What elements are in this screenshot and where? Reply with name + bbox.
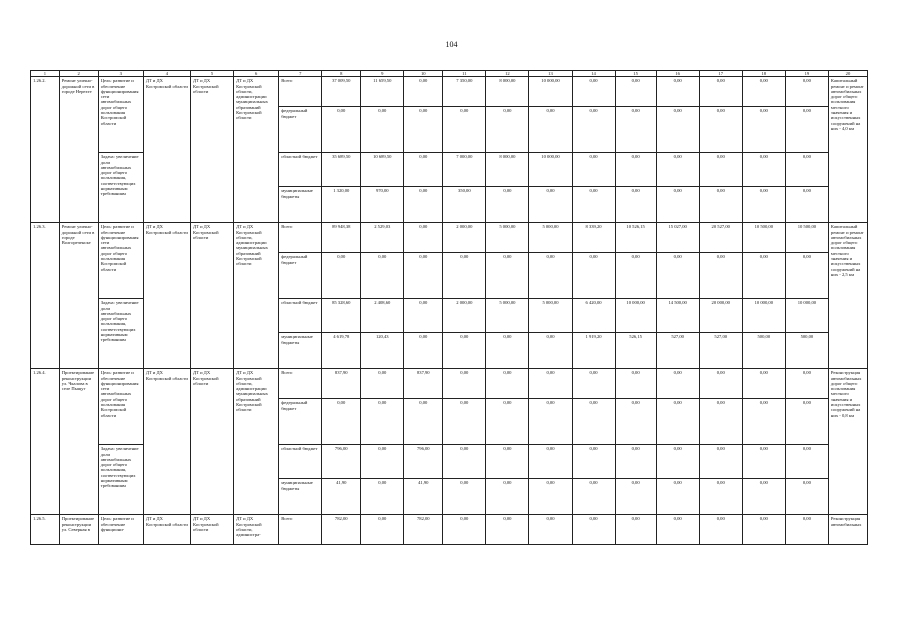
- funding-value: 0,00: [785, 479, 828, 515]
- funding-value: 0,00: [572, 445, 615, 479]
- funding-value: 0,00: [699, 253, 742, 299]
- funding-source: областной бюджет: [279, 299, 322, 333]
- funding-value: 527,00: [656, 333, 699, 369]
- funding-value: 0,00: [486, 333, 529, 369]
- expected-result: Реконструкция автомобильных: [828, 515, 867, 545]
- funding-value: 10 500,00: [785, 223, 828, 253]
- funding-value: 0,00: [322, 253, 361, 299]
- column-number: 14: [572, 71, 615, 77]
- item-number: 1.26.4.: [31, 369, 60, 515]
- funding-value: 0,00: [529, 253, 572, 299]
- funding-source: федеральный бюджет: [279, 107, 322, 153]
- funding-value: 0,00: [572, 479, 615, 515]
- funding-value: 0,00: [785, 399, 828, 445]
- funding-value: 500,00: [785, 333, 828, 369]
- column-number: 13: [529, 71, 572, 77]
- column-number: 12: [486, 71, 529, 77]
- funding-row: [31, 515, 868, 545]
- funding-value: 0,00: [572, 253, 615, 299]
- funding-value: 350,00: [443, 187, 486, 223]
- co-executor: ДТ и ДХ Костромской области: [190, 223, 233, 369]
- item-goal: Цель: развитие и обеспечение функционирования сети автомобильных дорог общего пользования Костромской области: [98, 77, 143, 153]
- responsible-executor: ДТ и ДХ Костромской области: [143, 369, 190, 515]
- funding-value: 0,00: [443, 515, 486, 545]
- funding-value: 20 000,00: [699, 299, 742, 333]
- funding-source: областной бюджет: [279, 153, 322, 187]
- funding-value: 8 000,00: [486, 77, 529, 107]
- funding-source: муниципальные бюджеты: [279, 333, 322, 369]
- funding-value: 10 000,00: [742, 299, 785, 333]
- funding-value: 2 408,60: [361, 299, 404, 333]
- funding-value: 5 000,00: [529, 299, 572, 333]
- funding-value: 0,00: [404, 333, 443, 369]
- item-task: Задача: увеличение доли автомобильных дорог общего пользования, соответствующих нормативным требованиям: [98, 445, 143, 515]
- funding-value: 0,00: [699, 399, 742, 445]
- funding-value: 0,00: [572, 515, 615, 545]
- funding-source: федеральный бюджет: [279, 399, 322, 445]
- funding-value: 20 527,00: [699, 223, 742, 253]
- funding-value: 0,00: [615, 399, 656, 445]
- funds-recipient: ДТ и ДХ Костромской области, администрации муниципальных образований Костромской области: [234, 77, 279, 223]
- funding-value: 0,00: [699, 153, 742, 187]
- funding-value: 0,00: [742, 369, 785, 399]
- funding-value: 0,00: [785, 445, 828, 479]
- funding-value: 0,00: [361, 253, 404, 299]
- item-goal: Цель: развитие и обеспечение функциони-: [98, 515, 143, 545]
- item-name: Проектирование реконструкции ул. Чкалова в селе Пыщуг: [59, 369, 98, 515]
- funding-value: 0,00: [361, 399, 404, 445]
- funding-value: 0,00: [615, 445, 656, 479]
- funding-value: 0,00: [529, 369, 572, 399]
- funding-source: муниципальные бюджеты: [279, 187, 322, 223]
- funding-row: [31, 369, 868, 399]
- column-number: 18: [742, 71, 785, 77]
- funding-value: 0,00: [656, 153, 699, 187]
- funding-value: 8 339,20: [572, 223, 615, 253]
- funding-value: 0,00: [656, 445, 699, 479]
- funding-value: 0,00: [785, 77, 828, 107]
- column-number: 3: [98, 71, 143, 77]
- funding-value: 0,00: [529, 479, 572, 515]
- funding-value: 0,00: [572, 77, 615, 107]
- funding-value: 970,00: [361, 187, 404, 223]
- funding-value: 0,00: [656, 187, 699, 223]
- funding-value: 0,00: [443, 333, 486, 369]
- funding-value: 0,00: [699, 77, 742, 107]
- funding-value: 0,00: [572, 187, 615, 223]
- column-number: 7: [279, 71, 322, 77]
- funding-value: 0,00: [361, 107, 404, 153]
- funding-value: 0,00: [742, 77, 785, 107]
- funding-value: 0,00: [656, 107, 699, 153]
- funding-value: 0,00: [742, 187, 785, 223]
- funding-value: 10 000,00: [529, 77, 572, 107]
- funding-value: 10 000,00: [615, 299, 656, 333]
- funding-value: 0,00: [404, 153, 443, 187]
- funding-value: 796,00: [404, 445, 443, 479]
- funding-value: 0,00: [615, 187, 656, 223]
- funding-value: 0,00: [361, 479, 404, 515]
- funding-value: 14 500,00: [656, 299, 699, 333]
- funding-value: 0,00: [615, 107, 656, 153]
- funding-source: областной бюджет: [279, 445, 322, 479]
- funding-value: 0,00: [656, 515, 699, 545]
- funding-value: 10 500,00: [742, 223, 785, 253]
- column-number: 9: [361, 71, 404, 77]
- funding-value: 5 000,00: [529, 223, 572, 253]
- funding-value: 35 689,50: [322, 153, 361, 187]
- funding-value: 85 328,60: [322, 299, 361, 333]
- funding-value: 0,00: [443, 445, 486, 479]
- co-executor: ДТ и ДХ Костромской области: [190, 369, 233, 515]
- funding-value: 0,00: [785, 107, 828, 153]
- funding-value: 0,00: [572, 399, 615, 445]
- funding-value: 8 000,00: [486, 153, 529, 187]
- funding-source: федеральный бюджет: [279, 253, 322, 299]
- funding-value: 0,00: [699, 107, 742, 153]
- funds-recipient: ДТ и ДХ Костромской области, администрации муниципальных образований Костромской области: [234, 223, 279, 369]
- funding-value: 0,00: [572, 153, 615, 187]
- item-name: Ремонт улично-дорожной сети в городе Волгореченске: [59, 223, 98, 369]
- funding-value: 0,00: [486, 369, 529, 399]
- funding-value: 0,00: [785, 187, 828, 223]
- funding-source: муниципальные бюджеты: [279, 479, 322, 515]
- column-number: 8: [322, 71, 361, 77]
- funding-value: 526,15: [615, 333, 656, 369]
- funding-value: 0,00: [742, 479, 785, 515]
- item-goal: Цель: развитие и обеспечение функционирования сети автомобильных дорог общего пользования Костромской области: [98, 223, 143, 299]
- funding-value: 0,00: [699, 187, 742, 223]
- funding-value: 41,90: [404, 479, 443, 515]
- funding-value: 0,00: [486, 253, 529, 299]
- item-number: 1.26.2.: [31, 77, 60, 223]
- funding-value: 0,00: [486, 187, 529, 223]
- funding-value: 1 320,00: [322, 187, 361, 223]
- funding-value: 7 000,00: [443, 153, 486, 187]
- funding-value: 0,00: [699, 479, 742, 515]
- funding-value: 0,00: [656, 369, 699, 399]
- funding-value: 527,00: [699, 333, 742, 369]
- funding-value: 0,00: [572, 107, 615, 153]
- column-number: 19: [785, 71, 828, 77]
- funding-value: 0,00: [742, 107, 785, 153]
- funding-value: 5 000,00: [486, 223, 529, 253]
- funding-value: 0,00: [615, 369, 656, 399]
- responsible-executor: ДТ и ДХ Костромской области: [143, 515, 190, 545]
- funding-value: 2 000,00: [443, 223, 486, 253]
- funding-value: 10 526,15: [615, 223, 656, 253]
- funding-value: 796,00: [322, 445, 361, 479]
- funding-value: 837,90: [404, 369, 443, 399]
- funding-value: 11 659,50: [361, 77, 404, 107]
- funding-value: 5 000,00: [486, 299, 529, 333]
- column-number: 17: [699, 71, 742, 77]
- funding-value: 0,00: [443, 479, 486, 515]
- funding-value: 120,43: [361, 333, 404, 369]
- column-number: 16: [656, 71, 699, 77]
- funding-value: 782,00: [404, 515, 443, 545]
- funding-value: 0,00: [742, 399, 785, 445]
- funding-value: 1 919,20: [572, 333, 615, 369]
- page-number: 104: [445, 40, 458, 49]
- funding-value: 0,00: [529, 399, 572, 445]
- funding-value: 0,00: [404, 223, 443, 253]
- funding-value: 0,00: [529, 107, 572, 153]
- funding-value: 500,00: [742, 333, 785, 369]
- funding-value: 0,00: [529, 333, 572, 369]
- funding-value: 782,00: [322, 515, 361, 545]
- funding-value: 0,00: [785, 153, 828, 187]
- funding-value: 0,00: [486, 515, 529, 545]
- funding-value: 41,90: [322, 479, 361, 515]
- column-number: 20: [828, 71, 867, 77]
- funding-value: 0,00: [486, 399, 529, 445]
- funding-value: 0,00: [404, 299, 443, 333]
- expected-result: Реконструкция автомобильных дорог общего пользования местного значения и искусственных сооружений на них - 0,8 км: [828, 369, 867, 515]
- funding-value: 0,00: [699, 515, 742, 545]
- funding-value: 0,00: [361, 445, 404, 479]
- funding-value: 0,00: [443, 107, 486, 153]
- item-number: 1.26.3.: [31, 223, 60, 369]
- co-executor: ДТ и ДХ Костромской области: [190, 515, 233, 545]
- funding-value: 0,00: [443, 399, 486, 445]
- column-number: 10: [404, 71, 443, 77]
- funding-source: Всего: [279, 515, 322, 545]
- item-name: Ремонт улично-дорожной сети в городе Нерехте: [59, 77, 98, 223]
- funding-value: 10 689,50: [361, 153, 404, 187]
- funding-value: 0,00: [404, 399, 443, 445]
- funding-value: 0,00: [404, 77, 443, 107]
- column-number: 1: [31, 71, 60, 77]
- funding-value: 0,00: [322, 399, 361, 445]
- column-number: 6: [234, 71, 279, 77]
- funding-value: 7 350,00: [443, 77, 486, 107]
- responsible-executor: ДТ и ДХ Костромской области: [143, 223, 190, 369]
- funding-value: 0,00: [615, 77, 656, 107]
- funding-value: 0,00: [656, 399, 699, 445]
- funding-value: 0,00: [785, 253, 828, 299]
- funding-value: 0,00: [572, 369, 615, 399]
- item-task: Задача: увеличение доли автомобильных дорог общего пользования, соответствующих нормативным требованиям: [98, 153, 143, 223]
- funding-value: 0,00: [656, 479, 699, 515]
- funding-value: 0,00: [615, 153, 656, 187]
- funding-value: 0,00: [529, 515, 572, 545]
- funding-value: 0,00: [615, 479, 656, 515]
- funding-value: 0,00: [361, 369, 404, 399]
- funding-value: 0,00: [699, 445, 742, 479]
- funding-source: Всего: [279, 223, 322, 253]
- funding-value: 0,00: [443, 369, 486, 399]
- funding-value: 37 009,50: [322, 77, 361, 107]
- funding-value: 2 000,00: [443, 299, 486, 333]
- funding-value: 0,00: [361, 515, 404, 545]
- item-goal: Цель: развитие и обеспечение функционирования сети автомобильных дорог общего пользования Костромской области: [98, 369, 143, 445]
- funding-value: 10 000,00: [785, 299, 828, 333]
- funding-value: 837,90: [322, 369, 361, 399]
- funding-value: 89 948,38: [322, 223, 361, 253]
- program-table: [30, 70, 868, 545]
- expected-result: Капитальный ремонт и ремонт автомобильных дорог общего пользования местного значения и искусственных сооружений на них - 4,0 км: [828, 77, 867, 223]
- funding-value: 0,00: [742, 253, 785, 299]
- funding-value: 0,00: [785, 515, 828, 545]
- funding-value: 0,00: [486, 479, 529, 515]
- funding-value: 0,00: [742, 153, 785, 187]
- funding-value: 2 529,03: [361, 223, 404, 253]
- funding-source: Всего: [279, 77, 322, 107]
- funding-value: 0,00: [443, 253, 486, 299]
- funding-value: 0,00: [615, 253, 656, 299]
- item-name: Проектирование реконструкции ул. Северная в: [59, 515, 98, 545]
- funding-value: 0,00: [404, 253, 443, 299]
- column-number: 2: [59, 71, 98, 77]
- funding-value: 0,00: [529, 187, 572, 223]
- funding-value: 0,00: [656, 253, 699, 299]
- funds-recipient: ДТ и ДХ Костромской области, администра-: [234, 515, 279, 545]
- funding-value: 0,00: [699, 369, 742, 399]
- funding-value: 15 027,00: [656, 223, 699, 253]
- funding-value: 0,00: [742, 445, 785, 479]
- column-number: 4: [143, 71, 190, 77]
- funding-source: Всего: [279, 369, 322, 399]
- funding-value: 6 420,00: [572, 299, 615, 333]
- funding-row: [31, 77, 868, 107]
- funds-recipient: ДТ и ДХ Костромской области, администрации муниципальных образований Костромской области: [234, 369, 279, 515]
- item-task: Задача: увеличение доли автомобильных дорог общего пользования, соответствующих нормативным требованиям: [98, 299, 143, 369]
- co-executor: ДТ и ДХ Костромской области: [190, 77, 233, 223]
- responsible-executor: ДТ и ДХ Костромской области: [143, 77, 190, 223]
- item-number: 1.26.5.: [31, 515, 60, 545]
- column-number: 15: [615, 71, 656, 77]
- funding-value: 0,00: [742, 515, 785, 545]
- funding-value: 0,00: [656, 77, 699, 107]
- funding-value: 0,00: [404, 107, 443, 153]
- column-number: 11: [443, 71, 486, 77]
- funding-row: [31, 223, 868, 253]
- funding-value: 0,00: [615, 515, 656, 545]
- funding-value: 0,00: [785, 369, 828, 399]
- funding-value: 0,00: [322, 107, 361, 153]
- funding-value: 10 000,00: [529, 153, 572, 187]
- funding-value: 0,00: [486, 445, 529, 479]
- funding-value: 4 619,78: [322, 333, 361, 369]
- expected-result: Капитальный ремонт и ремонт автомобильных дорог общего пользования местного значения и искусственных сооружений на них - 2,5 км: [828, 223, 867, 369]
- column-number: 5: [190, 71, 233, 77]
- funding-value: 0,00: [404, 187, 443, 223]
- funding-value: 0,00: [486, 107, 529, 153]
- funding-value: 0,00: [529, 445, 572, 479]
